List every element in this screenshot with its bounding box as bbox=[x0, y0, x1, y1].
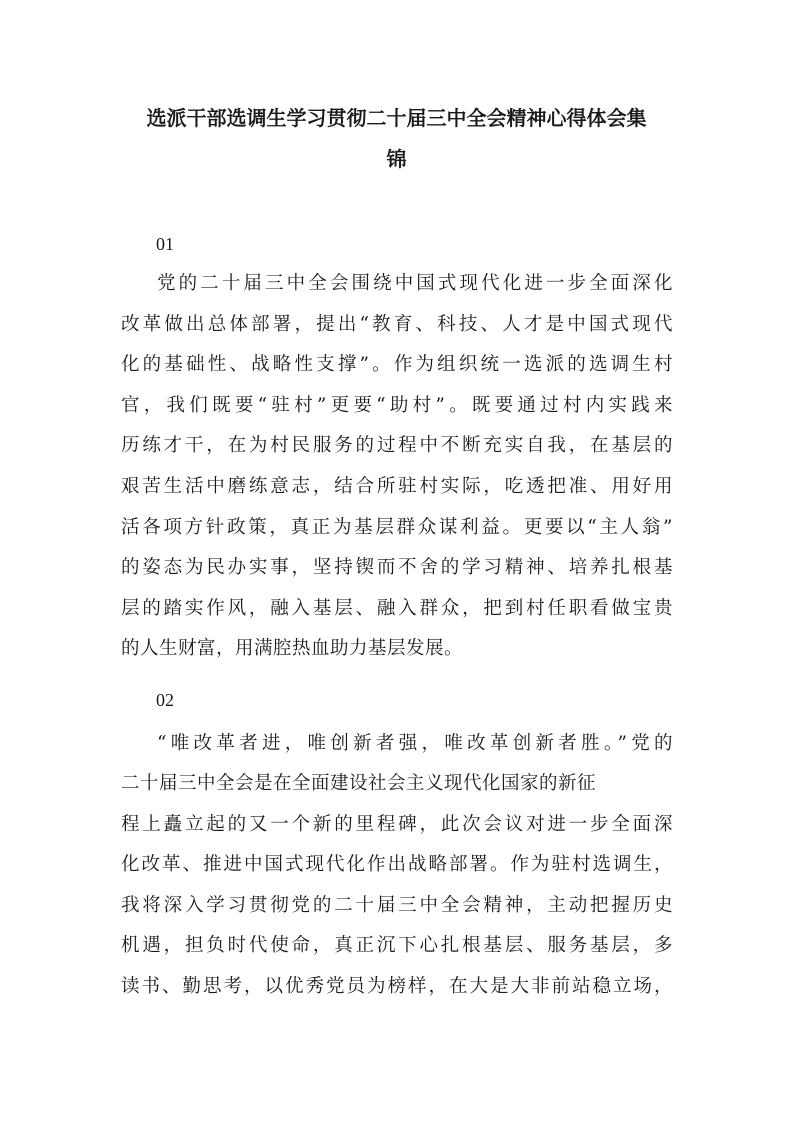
paragraph-line: 我将深入学习贯彻党的二十届三中全会精神，主动把握历史 bbox=[121, 895, 673, 916]
paragraph-line: 活各项方针政策，真正为基层群众谋利益。更要以“主人翁” bbox=[121, 517, 673, 538]
paragraph-line: 层的踏实作风，融入基层、融入群众，把到村任职看做宝贵 bbox=[121, 598, 673, 619]
document-title-line-1: 选派干部选调生学习贯彻二十届三中全会精神心得体会集 bbox=[146, 106, 647, 130]
paragraph-line: 的人生财富，用满腔热血助力基层发展。 bbox=[121, 638, 464, 659]
paragraph-line: 的姿态为民办实事，坚持锲而不舍的学习精神、培养扎根基 bbox=[121, 557, 673, 578]
document-title-line-2: 锦 bbox=[386, 147, 407, 171]
paragraph-line: 化的基础性、战略性支撑”。作为组织统一选派的选调生村 bbox=[121, 354, 673, 375]
paragraph-line: 机遇，担负时代使命，真正沉下心扎根基层、服务基层，多 bbox=[121, 935, 673, 956]
paragraph-line: 官，我们既要“驻村”更要“助村”。既要通过村内实践来 bbox=[121, 395, 673, 416]
paragraph-line: 读书、勤思考，以优秀党员为榜样，在大是大非前站稳立场， bbox=[121, 976, 673, 997]
section-number-01: 01 bbox=[156, 234, 174, 254]
paragraph-line: 艰苦生活中磨练意志，结合所驻村实际，吃透把准、用好用 bbox=[121, 476, 673, 497]
paragraph-line: 改革做出总体部署，提出“教育、科技、人才是中国式现代 bbox=[121, 314, 673, 335]
paragraph-line: 二十届三中全会是在全面建设社会主义现代化国家的新征 bbox=[121, 773, 597, 794]
paragraph-line: 程上矗立起的又一个新的里程碑，此次会议对进一步全面深 bbox=[121, 814, 673, 835]
paragraph-line: 化改革、推进中国式现代化作出战略部署。作为驻村选调生， bbox=[121, 854, 673, 875]
section-number-02: 02 bbox=[156, 690, 174, 710]
paragraph-line: “唯改革者进，唯创新者强，唯改革创新者胜。”党的 bbox=[157, 733, 673, 754]
paragraph-line: 党的二十届三中全会围绕中国式现代化进一步全面深化 bbox=[157, 273, 673, 294]
paragraph-line: 历练才干，在为村民服务的过程中不断充实自我，在基层的 bbox=[121, 435, 673, 456]
